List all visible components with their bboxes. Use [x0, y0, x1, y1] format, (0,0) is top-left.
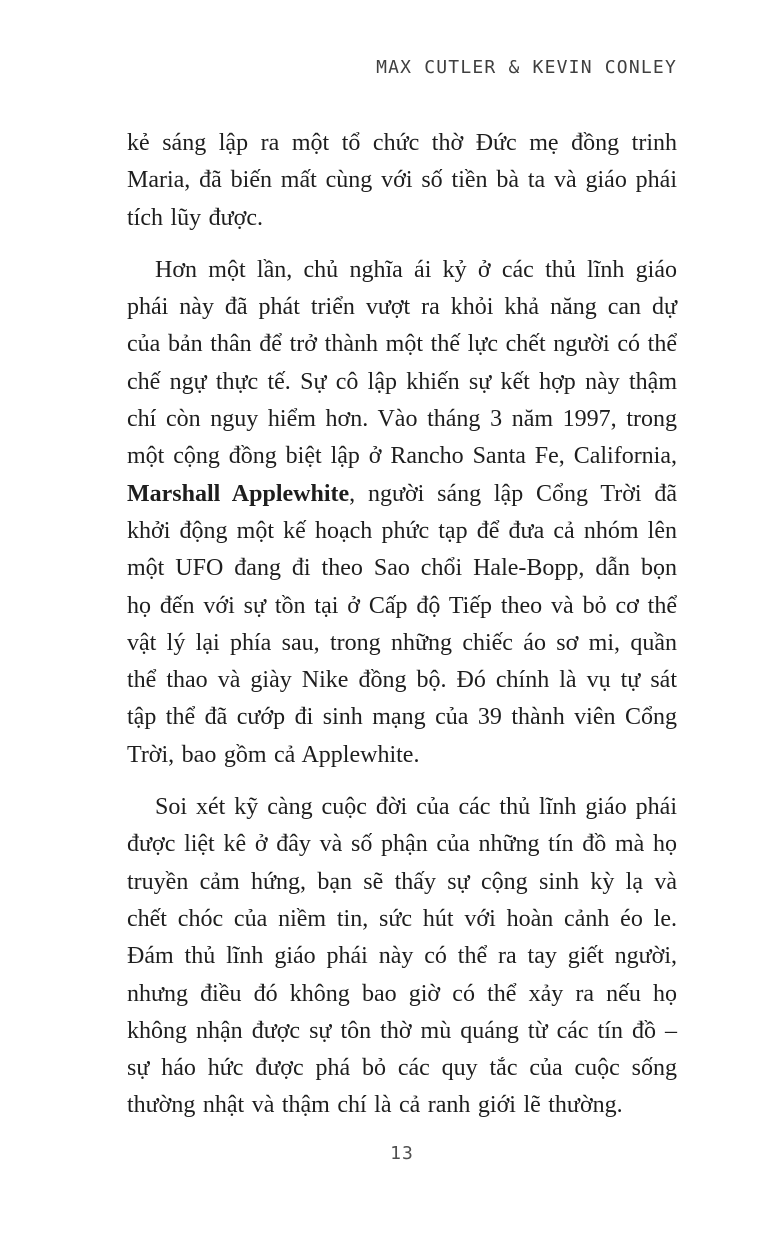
- paragraph: [127, 252, 677, 774]
- text-run: Hơn một lần, chủ nghĩa ái kỷ ở các thủ lĩnh giáo phái này đã phát triển vượt ra khỏi khả năng can dự của bản thân để trở thành một thế lực chết người có thể chế ngự thực tế. Sự cô lập khiến sự kết hợp này thậm chí còn nguy hiểm hơn. Vào tháng 3 năm 1997, trong một cộng đồng biệt lập ở Rancho Santa Fe, California,: [127, 256, 677, 470]
- body-text: [127, 125, 677, 1125]
- text-run: kẻ sáng lập ra một tổ chức thờ Đức mẹ đồng trinh Maria, đã biến mất cùng với số tiền bà ta và giáo phái tích lũy được.: [127, 130, 677, 231]
- paragraph: [127, 125, 677, 237]
- paragraph: [127, 789, 677, 1125]
- bold-text-run: Marshall Applewhite: [127, 480, 350, 507]
- running-header-text: MAX CUTLER & KEVIN CONLEY: [376, 57, 677, 78]
- page-number-text: 13: [390, 1143, 414, 1164]
- running-header: [127, 57, 677, 78]
- page-number: [127, 1143, 677, 1164]
- text-run: , người sáng lập Cổng Trời đã khởi động một kế hoạch phức tạp để đưa cả nhóm lên một UFO đang đi theo Sao chổi Hale-Bopp, dẫn bọn họ đến với sự tồn tại ở Cấp độ Tiếp theo và bỏ cơ thể vật lý lại phía sau, trong những chiếc áo sơ mi, quần thể thao và giày Nike đồng bộ. Đó chính là vụ tự sát tập thể đã cướp đi sinh mạng của 39 thành viên Cổng Trời, bao gồm cả Applewhite.: [127, 480, 677, 768]
- text-run: Soi xét kỹ càng cuộc đời của các thủ lĩnh giáo phái được liệt kê ở đây và số phận của những tín đồ mà họ truyền cảm hứng, bạn sẽ thấy sự cộng sinh kỳ lạ và chết chóc của niềm tin, sức hút với hoàn cảnh éo le. Đám thủ lĩnh giáo phái này có thể ra tay giết người, nhưng điều đó không bao giờ có thể xảy ra nếu họ không nhận được sự tôn thờ mù quáng từ các tín đồ – sự háo hức được phá bỏ các quy tắc của cuộc sống thường nhật và thậm chí là cả ranh giới lẽ thường.: [127, 794, 677, 1119]
